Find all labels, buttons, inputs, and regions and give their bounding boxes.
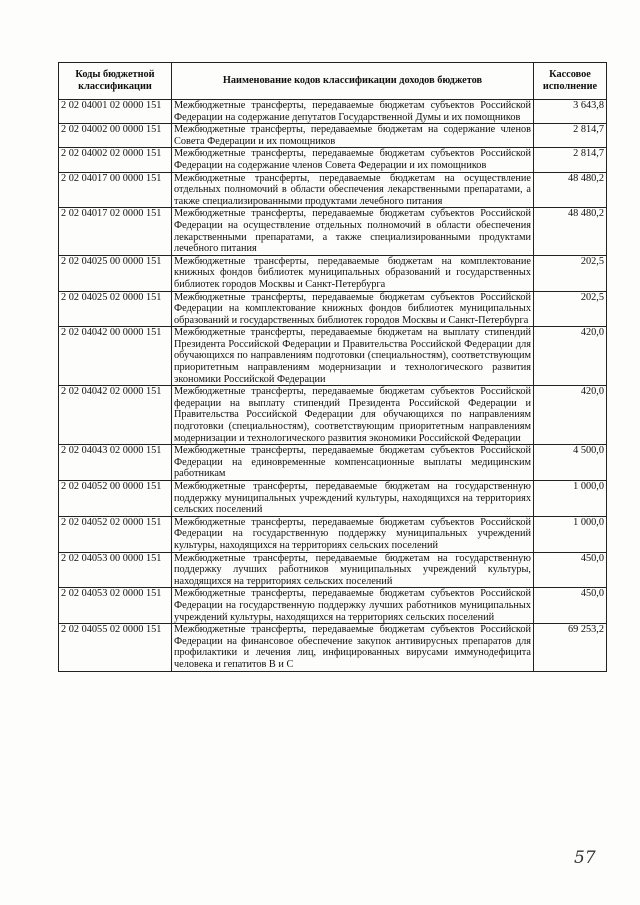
table-row xyxy=(59,100,607,124)
name-cell: Межбюджетные трансферты, передаваемые бюджетам субъектов Российской Федерации на государственную поддержку лучших работников муниципальных учреждений культуры, находящихся на территориях сельских поселений xyxy=(172,588,534,624)
name-cell: Межбюджетные трансферты, передаваемые бюджетам на выплату стипендий Президента Российской Федерации и Правительства Российской Федерации для обучающихся по направлениям подготовки (специальностям), соответствующим приоритетным направлениям модернизации и технологического развития экономики Российской Федерации xyxy=(172,327,534,386)
code-cell: 2 02 04025 02 0000 151 xyxy=(59,291,172,327)
budget-table xyxy=(58,62,607,672)
table-row xyxy=(59,172,607,208)
name-cell: Межбюджетные трансферты, передаваемые бюджетам на комплектование книжных фондов библиотек муниципальных образований и государственных библиотек городов Москвы и Санкт-Петербурга xyxy=(172,255,534,291)
name-cell: Межбюджетные трансферты, передаваемые бюджетам на осуществление отдельных полномочий в области обеспечения лекарственными препаратами, а также специализированными продуктами лечебного питания xyxy=(172,172,534,208)
code-cell: 2 02 04053 00 0000 151 xyxy=(59,552,172,588)
name-cell: Межбюджетные трансферты, передаваемые бюджетам субъектов Российской Федерации на государственную поддержку муниципальных учреждений культуры, находящихся на территориях сельских поселений xyxy=(172,516,534,552)
table-row xyxy=(59,208,607,255)
table-row xyxy=(59,148,607,172)
table-row xyxy=(59,255,607,291)
amount-cell: 3 643,8 xyxy=(534,100,607,124)
amount-cell: 1 000,0 xyxy=(534,516,607,552)
code-cell: 2 02 04001 02 0000 151 xyxy=(59,100,172,124)
code-cell: 2 02 04042 00 0000 151 xyxy=(59,327,172,386)
table-row xyxy=(59,588,607,624)
code-cell: 2 02 04017 00 0000 151 xyxy=(59,172,172,208)
amount-cell: 69 253,2 xyxy=(534,624,607,671)
amount-cell: 450,0 xyxy=(534,552,607,588)
page-number: 57 xyxy=(574,848,596,868)
table-row xyxy=(59,445,607,481)
name-cell: Межбюджетные трансферты, передаваемые бюджетам субъектов Российской Федерации на финансовое обеспечение закупок антивирусных препаратов для профилактики и лечения лиц, инфицированных вирусами иммунодефицита человека и гепатитов В и С xyxy=(172,624,534,671)
code-cell: 2 02 04055 02 0000 151 xyxy=(59,624,172,671)
header-name: Наименование кодов классификации доходов бюджетов xyxy=(172,63,534,100)
amount-cell: 48 480,2 xyxy=(534,172,607,208)
table-row xyxy=(59,124,607,148)
code-cell: 2 02 04043 02 0000 151 xyxy=(59,445,172,481)
amount-cell: 202,5 xyxy=(534,255,607,291)
amount-cell: 2 814,7 xyxy=(534,124,607,148)
table-row xyxy=(59,516,607,552)
table-row xyxy=(59,624,607,671)
name-cell: Межбюджетные трансферты, передаваемые бюджетам субъектов Российской федерации на выплату стипендий Президента Российской Федерации и Правительства Российской Федерации для обучающихся по направлениям подготовки (специальностям), соответствующим приоритетным направлениям модернизации и технологического развития экономики Российской Федерации xyxy=(172,386,534,445)
table-body xyxy=(59,100,607,672)
amount-cell: 48 480,2 xyxy=(534,208,607,255)
name-cell: Межбюджетные трансферты, передаваемые бюджетам субъектов Российской Федерации на единовременные компенсационные выплаты медицинским работникам xyxy=(172,445,534,481)
header-amount: Кассовое исполнение xyxy=(534,63,607,100)
amount-cell: 202,5 xyxy=(534,291,607,327)
amount-cell: 2 814,7 xyxy=(534,148,607,172)
name-cell: Межбюджетные трансферты, передаваемые бюджетам на государственную поддержку муниципальных учреждений культуры, находящихся на территориях сельских поселений xyxy=(172,481,534,517)
table-header-row xyxy=(59,63,607,100)
code-cell: 2 02 04053 02 0000 151 xyxy=(59,588,172,624)
name-cell: Межбюджетные трансферты, передаваемые бюджетам субъектов Российской Федерации на осуществление отдельных полномочий в области обеспечения лекарственными препаратами, а также специализированными продуктами лечебного питания xyxy=(172,208,534,255)
table-row xyxy=(59,481,607,517)
table-row xyxy=(59,386,607,445)
table-row xyxy=(59,291,607,327)
header-code: Коды бюджетной классификации xyxy=(59,63,172,100)
name-cell: Межбюджетные трансферты, передаваемые бюджетам субъектов Российской Федерации на комплектование книжных фондов библиотек муниципальных образований и государственных библиотек городов Москвы и Санкт-Петербурга xyxy=(172,291,534,327)
code-cell: 2 02 04052 00 0000 151 xyxy=(59,481,172,517)
amount-cell: 420,0 xyxy=(534,386,607,445)
table-row xyxy=(59,552,607,588)
code-cell: 2 02 04025 00 0000 151 xyxy=(59,255,172,291)
amount-cell: 1 000,0 xyxy=(534,481,607,517)
name-cell: Межбюджетные трансферты, передаваемые бюджетам на государственную поддержку лучших работников муниципальных учреждений культуры, находящихся на территориях сельских поселений xyxy=(172,552,534,588)
code-cell: 2 02 04052 02 0000 151 xyxy=(59,516,172,552)
amount-cell: 420,0 xyxy=(534,327,607,386)
amount-cell: 450,0 xyxy=(534,588,607,624)
amount-cell: 4 500,0 xyxy=(534,445,607,481)
name-cell: Межбюджетные трансферты, передаваемые бюджетам субъектов Российской Федерации на содержание членов Совета Федерации и их помощников xyxy=(172,148,534,172)
name-cell: Межбюджетные трансферты, передаваемые бюджетам на содержание членов Совета Федерации и их помощников xyxy=(172,124,534,148)
name-cell: Межбюджетные трансферты, передаваемые бюджетам субъектов Российской Федерации на содержание депутатов Государственной Думы и их помощников xyxy=(172,100,534,124)
code-cell: 2 02 04002 02 0000 151 xyxy=(59,148,172,172)
code-cell: 2 02 04017 02 0000 151 xyxy=(59,208,172,255)
code-cell: 2 02 04042 02 0000 151 xyxy=(59,386,172,445)
code-cell: 2 02 04002 00 0000 151 xyxy=(59,124,172,148)
table-row xyxy=(59,327,607,386)
